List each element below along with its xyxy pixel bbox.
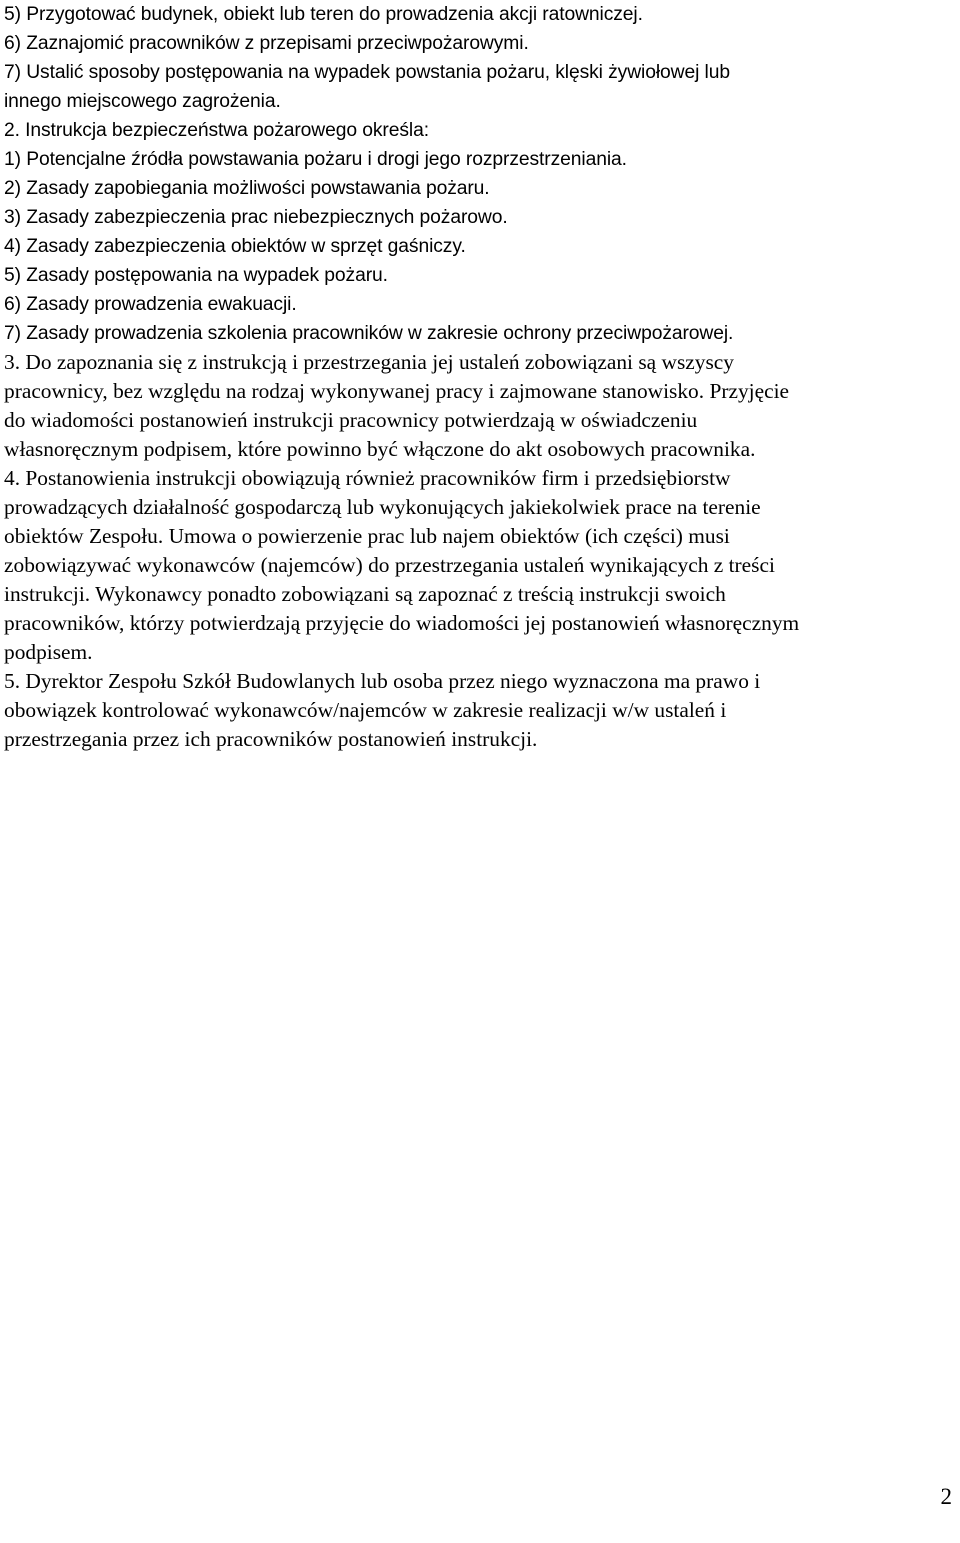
text-line: 4. Postanowienia instrukcji obowiązują również pracowników firm i przedsiębiorstw — [4, 466, 731, 490]
text-line: 1) Potencjalne źródła powstawania pożaru i drogi jego rozprzestrzeniania. — [4, 149, 627, 170]
text-line: obowiązek kontrolować wykonawców/najemców w zakresie realizacji w/w ustaleń i — [4, 698, 727, 722]
text-line: 5) Przygotować budynek, obiekt lub teren do prowadzenia akcji ratowniczej. — [4, 4, 643, 25]
text-line: 5) Zasady postępowania na wypadek pożaru. — [4, 265, 388, 286]
text-line: 3. Do zapoznania się z instrukcją i przestrzegania jej ustaleń zobowiązani są wszyscy — [4, 350, 734, 374]
text-line: podpisem. — [4, 640, 93, 664]
text-line: instrukcji. Wykonawcy ponadto zobowiązani są zapoznać z treścią instrukcji swoich — [4, 582, 726, 606]
text-line: 4) Zasady zabezpieczenia obiektów w sprzęt gaśniczy. — [4, 236, 466, 257]
text-line: 7) Ustalić sposoby postępowania na wypadek powstania pożaru, klęski żywiołowej lub — [4, 62, 730, 83]
text-line: 2) Zasady zapobiegania możliwości powstawania pożaru. — [4, 178, 490, 199]
text-line: 7) Zasady prowadzenia szkolenia pracowników w zakresie ochrony przeciwpożarowej. — [4, 323, 734, 344]
text-line: przestrzegania przez ich pracowników postanowień instrukcji. — [4, 727, 538, 751]
text-line: innego miejscowego zagrożenia. — [4, 91, 281, 112]
text-line: 2. Instrukcja bezpieczeństwa pożarowego określa: — [4, 120, 429, 141]
text-line: do wiadomości postanowień instrukcji pracownicy potwierdzają w oświadczeniu — [4, 408, 698, 432]
text-line: 6) Zasady prowadzenia ewakuacji. — [4, 294, 297, 315]
text-line: 3) Zasady zabezpieczenia prac niebezpiecznych pożarowo. — [4, 207, 508, 228]
text-line: 6) Zaznajomić pracowników z przepisami przeciwpożarowymi. — [4, 33, 529, 54]
document-body — [4, 0, 956, 754]
text-line: 5. Dyrektor Zespołu Szkół Budowlanych lub osoba przez niego wyznaczona ma prawo i — [4, 669, 761, 693]
text-line: pracownicy, bez względu na rodzaj wykonywanej pracy i zajmowane stanowisko. Przyjęcie — [4, 379, 790, 403]
text-line: prowadzących działalność gospodarczą lub wykonujących jakiekolwiek prace na terenie — [4, 495, 761, 519]
text-line: własnoręcznym podpisem, które powinno być włączone do akt osobowych pracownika. — [4, 437, 756, 461]
page-number: 2 — [940, 1484, 952, 1509]
text-line: obiektów Zespołu. Umowa o powierzenie prac lub najem obiektów (ich części) musi — [4, 524, 730, 548]
text-line: pracowników, którzy potwierdzają przyjęcie do wiadomości jej postanowień własnoręcznym — [4, 611, 800, 635]
text-line: zobowiązywać wykonawców (najemców) do przestrzegania ustaleń wynikających z treści — [4, 553, 775, 577]
